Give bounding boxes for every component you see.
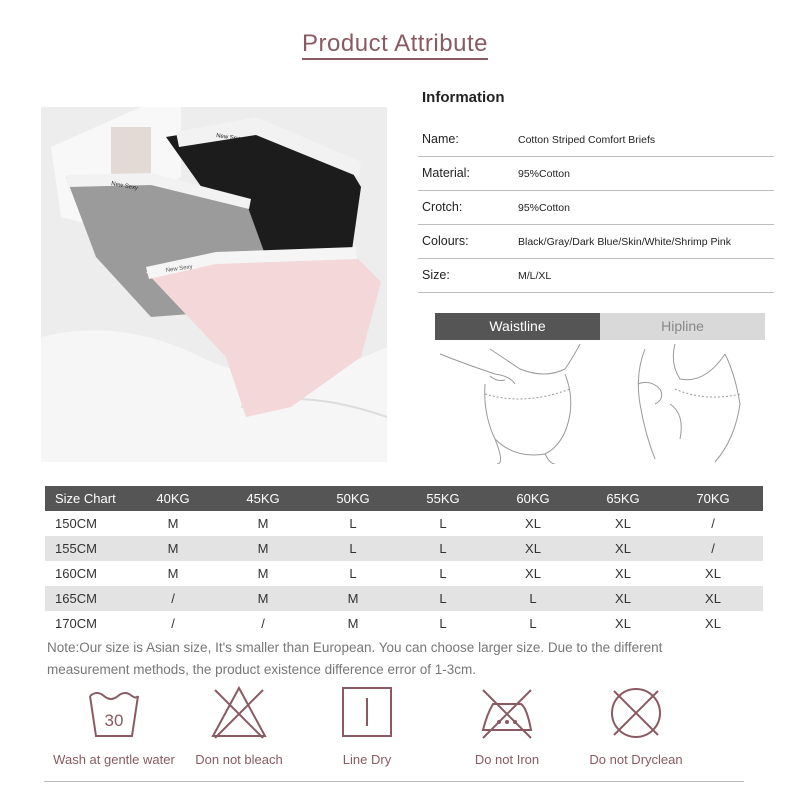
table-row — [45, 536, 763, 561]
info-row-colours — [418, 225, 774, 259]
info-row-material — [418, 157, 774, 191]
table-cell: XL — [525, 541, 541, 556]
table-cell: L — [529, 616, 537, 631]
care-label: Line Dry — [342, 752, 392, 767]
measure-tabs — [435, 313, 765, 340]
care-label: Don not bleach — [195, 752, 283, 767]
size-chart-header — [45, 486, 763, 511]
hipline-figure-icon — [638, 344, 741, 462]
info-row-crotch — [418, 191, 774, 225]
size-note: Note:Our size is Asian size, It's smaller than European. You can choose larger size. Due to the different measurement methods, the product existence difference error of 1-3cm. — [47, 640, 663, 677]
table-cell: / — [261, 616, 265, 631]
no-iron-icon — [477, 684, 537, 742]
table-cell: L — [349, 516, 357, 531]
care-item-iron — [437, 684, 577, 767]
product-photo — [41, 107, 387, 462]
info-value: Cotton Striped Comfort Briefs — [518, 134, 656, 146]
table-cell: / — [711, 541, 715, 556]
table-cell: L — [529, 591, 537, 606]
info-label: Size: — [422, 268, 450, 282]
table-cell: M — [167, 566, 179, 581]
tab-waistline[interactable]: Waistline — [435, 313, 600, 340]
header-cell: 60KG — [516, 491, 550, 506]
table-row — [45, 586, 763, 611]
table-cell: M — [347, 591, 359, 606]
table-cell: M — [257, 541, 269, 556]
no-dryclean-icon — [606, 684, 666, 742]
table-cell: M — [167, 541, 179, 556]
waistband-text-gray: New Sexy — [110, 181, 139, 192]
care-instructions — [44, 684, 744, 784]
info-row-name — [418, 123, 774, 157]
table-cell: 150CM — [55, 516, 97, 531]
care-label: Do not Iron — [474, 752, 540, 767]
info-label: Colours: — [422, 234, 469, 248]
info-table — [418, 86, 774, 293]
waistband-text-pink: New Sexy — [165, 264, 194, 274]
info-value: M/L/XL — [518, 270, 552, 282]
table-cell: XL — [615, 541, 631, 556]
measure-figures — [435, 344, 765, 464]
table-cell: M — [257, 591, 269, 606]
table-cell: L — [439, 616, 447, 631]
info-value: Black/Gray/Dark Blue/Skin/White/Shrimp Pink — [518, 236, 731, 248]
info-label: Name: — [422, 132, 459, 146]
table-cell: L — [439, 516, 447, 531]
table-cell: XL — [615, 616, 631, 631]
info-heading: Information — [422, 89, 505, 106]
table-cell: M — [257, 516, 269, 531]
header-cell: Size Chart — [55, 491, 116, 506]
product-photo-image — [41, 107, 387, 462]
divider — [44, 781, 744, 782]
info-label: Material: — [422, 166, 470, 180]
header-cell: 65KG — [606, 491, 640, 506]
table-cell: XL — [705, 616, 721, 631]
table-cell: XL — [615, 566, 631, 581]
table-cell: M — [167, 516, 179, 531]
table-row — [45, 561, 763, 586]
table-cell: 155CM — [55, 541, 97, 556]
waistband-text-black: New Sexy — [215, 133, 244, 143]
size-chart — [45, 486, 763, 636]
table-cell: 160CM — [55, 566, 97, 581]
care-item-wash — [44, 684, 184, 767]
table-cell: L — [439, 541, 447, 556]
table-cell: / — [171, 616, 175, 631]
table-cell: XL — [705, 591, 721, 606]
table-cell: XL — [705, 566, 721, 581]
care-item-bleach — [169, 684, 309, 767]
header-cell: 70KG — [696, 491, 730, 506]
wash-30-icon — [86, 684, 142, 742]
info-row-size — [418, 259, 774, 293]
info-label: Crotch: — [422, 200, 463, 214]
table-cell: L — [349, 541, 357, 556]
table-cell: XL — [525, 516, 541, 531]
table-row — [45, 511, 763, 536]
header-cell: 50KG — [336, 491, 370, 506]
wash-temperature: 30 — [104, 711, 124, 730]
table-cell: M — [257, 566, 269, 581]
table-cell: L — [439, 566, 447, 581]
info-value: 95%Cotton — [518, 168, 570, 180]
table-cell: / — [171, 591, 175, 606]
line-dry-icon — [339, 684, 395, 742]
table-cell: 165CM — [55, 591, 97, 606]
table-cell: XL — [615, 516, 631, 531]
table-cell: XL — [615, 591, 631, 606]
page-title — [0, 30, 790, 58]
page-title-text: Product Attribute — [302, 30, 488, 60]
table-cell: L — [439, 591, 447, 606]
care-item-dry — [297, 684, 437, 767]
info-value: 95%Cotton — [518, 202, 570, 214]
care-item-dryclean — [566, 684, 706, 767]
table-cell: 170CM — [55, 616, 97, 631]
care-label: Wash at gentle water — [53, 752, 175, 767]
table-cell: M — [347, 616, 359, 631]
waistline-figure-icon — [440, 344, 580, 464]
table-cell: XL — [525, 566, 541, 581]
care-label: Do not Dryclean — [589, 752, 683, 767]
header-cell: 55KG — [426, 491, 460, 506]
table-cell: L — [349, 566, 357, 581]
no-bleach-icon — [209, 684, 269, 742]
table-cell: / — [711, 516, 715, 531]
header-cell: 40KG — [156, 491, 190, 506]
table-row — [45, 611, 763, 636]
header-cell: 45KG — [246, 491, 280, 506]
tab-hipline[interactable]: Hipline — [600, 313, 765, 340]
